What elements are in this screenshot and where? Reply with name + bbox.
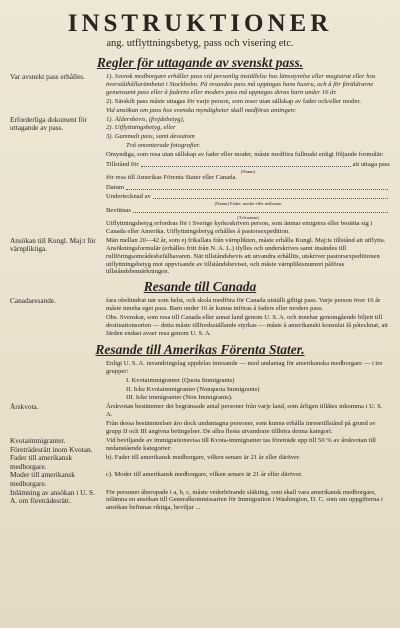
permit-name-caption: (Namn) [240,169,256,175]
emigration-certificate-text: Utflyttningsbetyg erfordras för i Sverige kyrkoskriven person, som ämnar emigrera eller bosätta sig i Canada eller Amerika. Utflyttningsbetyg erhålles å pastorsexpedition. [106,219,373,235]
permit-name-field[interactable] [141,160,351,167]
permit-label-a: Tillstånd för [106,161,139,169]
section2-text [106,297,390,339]
date-label: Datum [106,184,124,192]
section1-block-b [10,116,390,237]
side-note-preference: Kvotaimmigranter. Företrädesrätt inom Kvotan. [10,436,93,454]
usa-intro: Enligt U. S. A. invandringslag uppdelas inresande — med undantag för amerikanska medborgare — i tre grupper: [106,359,383,375]
permit-line [106,160,390,169]
section3-pref [10,437,390,454]
side-note-where-passport: Var avsnekt pass erhålles. [10,72,85,81]
section3-father [10,454,390,471]
section3-quota [10,403,390,437]
doc-list-1: 1). Äldersbevis, (frejdebetyg), [106,115,185,123]
date-line [106,183,390,192]
group-2: II. Icke Kvotaimmigranter (Nonquota Immigrants) [126,385,260,393]
doc-list-3b: Två omonterade fotografier. [126,142,201,150]
witness-label: Bevittnas [106,207,131,215]
date-field[interactable] [126,183,388,190]
section-heading-swedish-passport: Regler för uttagande av svenskt pass. [96,55,304,70]
section-heading-usa: Resande till Amerikas Förenta Stater. [95,341,305,357]
section1-block-a [10,73,390,116]
consent-text: Omyndiga, som resa utan sällskap av fader eller moder, måste medföra fullmakt enligt följande formulär: [106,151,384,159]
section3-apply [10,489,390,513]
document-title: INSTRUKTIONER [67,10,333,37]
section1-text-b [106,116,390,237]
pref-text: Vid beviljande av immigrationsvisa till Kvota-immigranter tas företräde upp till 50 % av årskvotan till nedanstående kategorier: [106,437,376,452]
permit-destination: för resa till Amerikas Förenta Stater eller Canada. [106,174,238,182]
side-note-military: Ansökan till Kungl. Maj:t för värnpliktiga. [10,235,96,254]
section-heading-canada: Resande till Canada [143,279,257,295]
signed-line [106,192,390,201]
section2-block [10,297,390,339]
canada-text-2: Obs. Svenskar, som resa till Canada eller annat land genom U. S. A. och innehar genomgående biljett till destinationsorten — detta måste tillfredsställande styrkas — måste å amerikanskt konsulat få påtecknat, att färden endast avser resa genom U. S. A. [106,314,388,337]
canada-text-1: fara obehindrat när som helst, och skola medföra för Canada utställt giltigt pass. Varje person över 16 år måste inneha eget pass. Barn under 16 år kunna införas å faders eller moders pass. [106,297,381,313]
signer-caption: (Namn) Fader, moder eller målsman [214,200,282,206]
side-note-documents: Erforderliga dokument för uttagande av pass. [10,114,87,133]
pref-apply-text: För personer åberopade i a, b, c, måste vederbörande släkting, som skall vara amerikansk medborgare, inlämna en ansökan till Generalkommissarien för Immigration i Washington, D. C. som om uppgifterna i ansökan befinnas riktiga, beviljar ... [106,488,383,512]
rule-item-2-note: Vid ansökan om pass hos svenska myndigheter skall medföras antingen: [106,106,297,114]
doc-list-3: 3). Gammalt pass, samt dessutom [106,133,195,141]
signed-label: Undertecknad av [106,193,151,201]
rule-item-2: 2). Särskilt pass måste uttagas för varje person, som reser utan sällskap av fader och/eller moder. [106,97,361,105]
side-note-quota: Årskvota. [10,402,39,412]
witness-line [106,206,390,215]
side-note-father: Fader till amerikansk medborgare. [10,453,73,471]
exempt-text: Från dessa bestämmelser äro dock undantagna personer, som kunna erhålla inresetillstånd på grund av grupp II och III angivna betingelser. De allra flesta utvandrare tillhöra denna kategori. [106,420,376,436]
section3-mother [10,471,390,488]
permit-label-b: att uttaga pass [352,161,390,169]
witness-caption: (Två namn) [237,214,259,220]
rule-item-1: 1). Svensk medborgare erhåller pass vid personlig inställelse hos länsstyrelse eller magistrat eller hos överståthållarämbetet i Stockholm. På resandes pass må upptagas hans hustru, och å för föräldrarne gemensamt pass eller å faderns eller moders pass må upptagas deras barn under 16 år. [106,73,376,96]
witness-field[interactable] [133,206,388,213]
section1-block-c [10,237,390,277]
group-3: III. Icke immigranter (Non Immigrants). [126,394,233,402]
section3-intro [10,360,390,404]
military-text: Män mellan 20—42 år, som ej frikallats från värnplikten, måste erhålla Kungl. Maj:ts tillstånd att utflytta. Ansökningsformulär (erhålles fritt från N. A. L.) ifylles och underskrives samt insändes till rullföringsområdesbefälhavaren. När tillståndsbevis att utvandra erhållits, utskriver pastorsexpeditionen utflyttningsbetyg mot uppvisande av tillståndsbeviset, och måste värnpliktsnumret påföras tillståndsbemärkningen. [106,236,386,276]
item-c-mother: c). Moder till amerikansk medborgare, vilken senare är 21 år eller däröver. [106,471,303,479]
group-1: I. Kvotaimmigranter (Quota Immigrants) [126,376,235,384]
quota-text: Årskvotan bestämmer det begränsade antal personer från varje land, som årligen tillåtes inkomma i U. S. A. [106,403,383,419]
item-b-father: b). Fader till amerikansk medborgare, vilken senare är 21 år eller däröver. [106,454,301,462]
section1-text-a [106,73,390,116]
doc-list-2: 2). Utflyttningsbetyg, eller [106,124,176,132]
side-note-mother: Moder till amerikansk medborgare. [10,470,75,488]
side-note-apply: Inlämning av ansökan i U. S. A. om företrädesrätt. [10,487,95,506]
signed-field[interactable] [153,192,388,199]
side-note-canada: Canadaresande. [10,296,56,306]
document-subtitle: ang. utflyttningsbetyg, pass och visering etc. [106,38,294,49]
